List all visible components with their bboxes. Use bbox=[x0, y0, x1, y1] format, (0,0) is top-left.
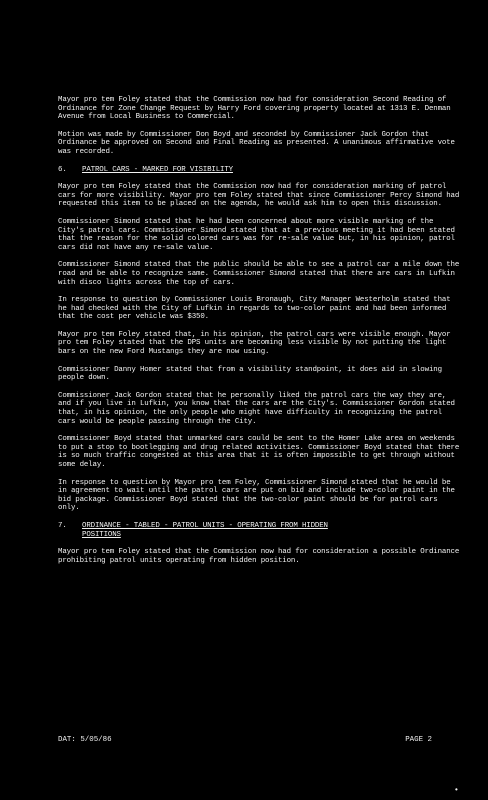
paragraph: Mayor pro tem Foley stated that the Commission now had for consideration marking of patrol cars for more visibility. Mayor pro tem Foley stated that since Commissioner Percy Simond had requested this item to be placed on the agenda, he would ask him to open this discussion. bbox=[58, 183, 460, 209]
paragraph: Commissioner Boyd stated that unmarked cars could be sent to the Homer Lake area on weekends to put a stop to bootlegging and drug related activities. Commissioner Boyd stated that there is so much traffic congested at this area that it is often impossible to get through without some delay. bbox=[58, 435, 460, 469]
paragraph: Commissioner Simond stated that the public should be able to see a patrol car a mile down the road and be able to recognize same. Commissioner Simond stated that there are cars in Lufkin with disco lights across the top of cars. bbox=[58, 261, 460, 287]
paragraph: Mayor pro tem Foley stated that, in his opinion, the patrol cars were visible enough. Mayor pro tem Foley stated that the DPS units are becoming less visible by not putting the light bars on the new Ford Mustangs they are now using. bbox=[58, 330, 451, 357]
paragraph: Commissioner Jack Gordon stated that he personally liked the patrol cars the way they are, and if you live in Lufkin, you know that the cars are the City's. Commissioner Gordon stated that, in his opinion, the only people who might have difficulty in recognizing the patrol cars would be people passing through the City. bbox=[58, 391, 455, 426]
paragraph: Mayor pro tem Foley stated that the Commission now had for consideration a possible Ordinance prohibiting patrol units operating from hidden position. bbox=[58, 548, 460, 565]
paragraph-zone-change: Mayor pro tem Foley stated that the Commission now had for consideration Second Reading of Ordinance for Zone Change Request by Harry Ford covering property located at 1313 E. Denman Avenue from Local Business to Commercial. bbox=[58, 96, 451, 122]
section-number: 6. bbox=[58, 165, 67, 174]
page-footer bbox=[58, 736, 462, 745]
footer-page-number: PAGE 2 bbox=[405, 736, 432, 744]
section-heading-patrol-cars bbox=[58, 166, 462, 175]
paragraph: In response to question by Commissioner Louis Bronaugh, City Manager Westerholm stated that he had checked with the City of Lufkin in regards to two-color paint and had been informed that the cost per vehicle was $350. bbox=[58, 296, 451, 322]
footer-date: DAT: 5/05/86 bbox=[58, 736, 112, 744]
section-title: PATROL CARS - MARKED FOR VISIBILITY bbox=[82, 165, 233, 174]
document-page bbox=[58, 96, 462, 574]
section-title: ORDINANCE - TABLED - PATROL UNITS - OPERATING FROM HIDDEN POSITIONS bbox=[82, 521, 328, 539]
paragraph: In response to question by Mayor pro tem Foley, Commissioner Simond stated that he would be in agreement to wait until the patrol cars are put on bid and include two-color paint in the bid package. Commissioner Boyd stated that the two-color paint should be for patrol cars only. bbox=[58, 478, 455, 513]
paragraph: Commissioner Danny Homer stated that from a visibility standpoint, it does aid in slowing people down. bbox=[58, 365, 442, 383]
section-number: 7. bbox=[58, 521, 67, 530]
paragraph: Commissioner Simond stated that he had been concerned about more visible marking of the City's patrol cars. Commissioner Simond stated that at a previous meeting it had been stated that the reason for the solid colored cars was for re-sale value but, in his opinion, patrol cars did not have any re-sale value. bbox=[58, 217, 455, 252]
section-heading-ordinance bbox=[58, 522, 462, 539]
paragraph-motion: Motion was made by Commissioner Don Boyd and seconded by Commissioner Jack Gordon that Ordinance be approved on Second and Final Reading as presented. A unanimous affirmative vote was recorded. bbox=[58, 130, 455, 156]
corner-mark: • bbox=[454, 786, 459, 795]
